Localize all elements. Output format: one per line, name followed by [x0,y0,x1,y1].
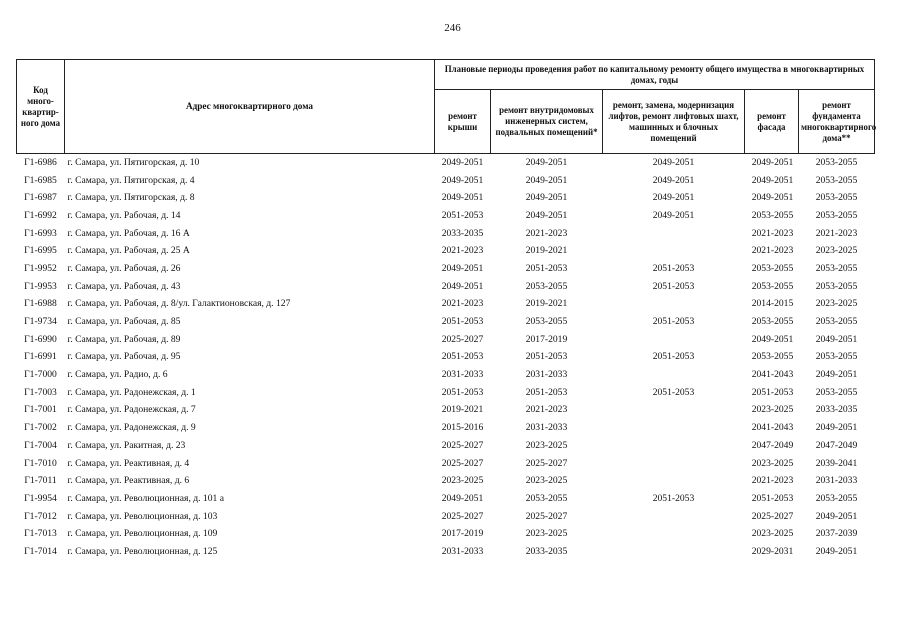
cell-address: г. Самара, ул. Рабочая, д. 8/ул. Галактионовская, д. 127 [67,298,291,310]
cell-code: Г1-6992 [24,209,57,221]
cell-address: г. Самара, ул. Рабочая, д. 85 [67,316,181,328]
cell-elevators: 2051-2053 [652,351,695,363]
cell-facade: 2051-2053 [751,492,794,504]
cell-engineering: 2049-2051 [525,209,568,221]
cell-engineering: 2051-2053 [525,351,568,363]
cell-elevators [603,472,745,490]
cell-engineering: 2049-2051 [525,192,568,204]
cell-facade: 2023-2025 [751,404,794,416]
table-row [17,207,875,225]
table-row [17,402,875,420]
cell-address: г. Самара, ул. Революционная, д. 109 [67,528,218,540]
table-row [17,525,875,543]
cell-facade: 2041-2043 [751,422,794,434]
cell-elevators [603,437,745,455]
cell-address: г. Самара, ул. Рабочая, д. 43 [67,280,181,292]
cell-facade: 2049-2051 [751,174,794,186]
cell-code: Г1-6985 [24,174,57,186]
column-header-address: Адрес многоквартирного дома [65,60,435,154]
cell-roof: 2051-2053 [441,351,484,363]
cell-facade: 2053-2055 [751,209,794,221]
cell-elevators: 2049-2051 [652,156,695,168]
cell-foundation: 2053-2055 [815,209,858,221]
cell-engineering: 2025-2027 [525,510,568,522]
cell-code: Г1-6993 [24,227,57,239]
cell-code: Г1-6988 [24,298,57,310]
table-row [17,472,875,490]
cell-code: Г1-9734 [24,316,57,328]
cell-foundation: 2053-2055 [815,262,858,274]
cell-address: г. Самара, ул. Рабочая, д. 89 [67,333,181,345]
cell-elevators: 2049-2051 [652,174,695,186]
cell-engineering: 2031-2033 [525,369,568,381]
table-row [17,437,875,455]
cell-elevators [603,543,745,561]
cell-foundation: 2049-2051 [815,510,858,522]
cell-facade: 2021-2023 [751,245,794,257]
cell-address: г. Самара, ул. Революционная, д. 125 [67,545,218,557]
cell-foundation: 2033-2035 [815,404,858,416]
cell-elevators: 2051-2053 [652,316,695,328]
cell-engineering: 2023-2025 [525,528,568,540]
capital-repair-schedule-table [16,59,875,561]
cell-roof: 2049-2051 [441,280,484,292]
cell-address: г. Самара, ул. Реактивная, д. 6 [67,475,190,487]
cell-elevators [603,296,745,314]
cell-facade: 2053-2055 [751,316,794,328]
cell-code: Г1-7013 [24,528,57,540]
cell-roof: 2025-2027 [441,457,484,469]
cell-code: Г1-7003 [24,386,57,398]
cell-engineering: 2051-2053 [525,386,568,398]
cell-foundation: 2023-2025 [815,298,858,310]
table-row [17,366,875,384]
cell-address: г. Самара, ул. Радонежская, д. 7 [67,404,196,416]
cell-code: Г1-7001 [24,404,57,416]
cell-address: г. Самара, ул. Рабочая, д. 26 [67,262,181,274]
cell-facade: 2053-2055 [751,280,794,292]
cell-roof: 2051-2053 [441,209,484,221]
cell-code: Г1-6991 [24,351,57,363]
cell-roof: 2033-2035 [441,227,484,239]
cell-elevators [603,366,745,384]
table-row [17,225,875,243]
cell-engineering: 2023-2025 [525,475,568,487]
table-row [17,331,875,349]
table-row [17,419,875,437]
cell-roof: 2049-2051 [441,192,484,204]
cell-engineering: 2021-2023 [525,227,568,239]
column-header-engineering: ремонт внутридомовых инженерных систем, подвальных помещений* [491,90,603,154]
cell-engineering: 2053-2055 [525,316,568,328]
column-header-code: Код много-квартир-ного дома [17,60,65,154]
cell-address: г. Самара, ул. Рабочая, д. 25 А [67,245,190,257]
cell-code: Г1-6990 [24,333,57,345]
cell-code: Г1-7010 [24,457,57,469]
cell-facade: 2049-2051 [751,333,794,345]
cell-elevators: 2051-2053 [652,492,695,504]
cell-foundation: 2037-2039 [815,528,858,540]
table-row [17,508,875,526]
cell-elevators: 2051-2053 [652,262,695,274]
cell-engineering: 2053-2055 [525,280,568,292]
cell-elevators: 2051-2053 [652,386,695,398]
cell-foundation: 2053-2055 [815,351,858,363]
cell-engineering: 2021-2023 [525,404,568,416]
cell-code: Г1-7012 [24,510,57,522]
cell-facade: 2029-2031 [751,545,794,557]
cell-elevators [603,331,745,349]
cell-engineering: 2049-2051 [525,156,568,168]
cell-engineering: 2033-2035 [525,545,568,557]
cell-elevators [603,455,745,473]
table-row [17,455,875,473]
table-row [17,278,875,296]
cell-facade: 2023-2025 [751,528,794,540]
table-row [17,543,875,561]
cell-roof: 2017-2019 [441,528,484,540]
cell-elevators [603,225,745,243]
column-header-foundation: ремонт фундамента многоквартирного дома** [799,90,875,154]
cell-engineering: 2051-2053 [525,262,568,274]
cell-facade: 2051-2053 [751,386,794,398]
cell-address: г. Самара, ул. Радонежская, д. 9 [67,422,196,434]
cell-elevators [603,508,745,526]
table-row [17,384,875,402]
cell-foundation: 2053-2055 [815,192,858,204]
cell-roof: 2049-2051 [441,174,484,186]
cell-address: г. Самара, ул. Рабочая, д. 14 [67,209,181,221]
cell-facade: 2021-2023 [751,227,794,239]
cell-elevators [603,242,745,260]
cell-foundation: 2039-2041 [815,457,858,469]
cell-code: Г1-9953 [24,280,57,292]
cell-address: г. Самара, ул. Пятигорская, д. 4 [67,174,195,186]
cell-facade: 2053-2055 [751,262,794,274]
cell-roof: 2049-2051 [441,492,484,504]
cell-code: Г1-9954 [24,492,57,504]
table-row [17,242,875,260]
cell-address: г. Самара, ул. Радио, д. 6 [67,369,168,381]
cell-facade: 2047-2049 [751,439,794,451]
cell-engineering: 2019-2021 [525,245,568,257]
table-header [17,60,875,154]
table-row [17,154,875,172]
cell-roof: 2051-2053 [441,386,484,398]
cell-foundation: 2053-2055 [815,156,858,168]
cell-facade: 2025-2027 [751,510,794,522]
cell-code: Г1-7002 [24,422,57,434]
table-row [17,313,875,331]
cell-foundation: 2053-2055 [815,280,858,292]
cell-facade: 2021-2023 [751,475,794,487]
cell-elevators [603,402,745,420]
cell-address: г. Самара, ул. Пятигорская, д. 8 [67,192,195,204]
cell-engineering: 2025-2027 [525,457,568,469]
cell-foundation: 2053-2055 [815,174,858,186]
cell-roof: 2021-2023 [441,298,484,310]
cell-facade: 2023-2025 [751,457,794,469]
column-header-elevators: ремонт, замена, модернизация лифтов, ремонт лифтовых шахт, машинных и блочных помещений [603,90,745,154]
cell-address: г. Самара, ул. Рабочая, д. 95 [67,351,181,363]
cell-facade: 2049-2051 [751,156,794,168]
column-header-roof: ремонт крыши [435,90,491,154]
cell-elevators [603,525,745,543]
cell-roof: 2049-2051 [441,156,484,168]
cell-address: г. Самара, ул. Радонежская, д. 1 [67,386,196,398]
cell-roof: 2051-2053 [441,316,484,328]
table-row [17,296,875,314]
cell-facade: 2053-2055 [751,351,794,363]
cell-foundation: 2021-2023 [815,227,858,239]
column-header-facade: ремонт фасада [745,90,799,154]
cell-facade: 2041-2043 [751,369,794,381]
table-row [17,189,875,207]
cell-address: г. Самара, ул. Революционная, д. 101 а [67,492,224,504]
table-body [17,154,875,561]
cell-foundation: 2049-2051 [815,545,858,557]
cell-elevators [603,419,745,437]
cell-facade: 2014-2015 [751,298,794,310]
table-row [17,172,875,190]
cell-engineering: 2031-2033 [525,422,568,434]
cell-roof: 2019-2021 [441,404,484,416]
cell-address: г. Самара, ул. Рабочая, д. 16 А [67,227,190,239]
cell-roof: 2021-2023 [441,245,484,257]
cell-code: Г1-6986 [24,156,57,168]
cell-roof: 2015-2016 [441,422,484,434]
cell-foundation: 2049-2051 [815,333,858,345]
cell-roof: 2025-2027 [441,510,484,522]
table-row [17,349,875,367]
cell-engineering: 2023-2025 [525,439,568,451]
cell-foundation: 2049-2051 [815,422,858,434]
cell-code: Г1-6987 [24,192,57,204]
cell-facade: 2049-2051 [751,192,794,204]
cell-code: Г1-9952 [24,262,57,274]
cell-roof: 2049-2051 [441,262,484,274]
cell-foundation: 2049-2051 [815,369,858,381]
cell-foundation: 2053-2055 [815,316,858,328]
cell-elevators: 2049-2051 [652,192,695,204]
cell-foundation: 2053-2055 [815,492,858,504]
cell-roof: 2031-2033 [441,545,484,557]
cell-engineering: 2019-2021 [525,298,568,310]
cell-code: Г1-7000 [24,369,57,381]
cell-code: Г1-7011 [24,475,57,487]
cell-address: г. Самара, ул. Пятигорская, д. 10 [67,156,200,168]
cell-engineering: 2053-2055 [525,492,568,504]
cell-engineering: 2017-2019 [525,333,568,345]
cell-foundation: 2031-2033 [815,475,858,487]
cell-address: г. Самара, ул. Революционная, д. 103 [67,510,218,522]
cell-code: Г1-7014 [24,545,57,557]
cell-foundation: 2047-2049 [815,439,858,451]
cell-engineering: 2049-2051 [525,174,568,186]
cell-code: Г1-7004 [24,439,57,451]
cell-elevators: 2049-2051 [652,209,695,221]
table-row [17,490,875,508]
page-number: 246 [444,22,461,34]
cell-roof: 2025-2027 [441,439,484,451]
cell-address: г. Самара, ул. Реактивная, д. 4 [67,457,190,469]
cell-address: г. Самара, ул. Ракитная, д. 23 [67,439,186,451]
column-header-periods-group: Плановые периоды проведения работ по капитальному ремонту общего имущества в многоквартирных домах, годы [435,60,875,90]
cell-roof: 2025-2027 [441,333,484,345]
table-row [17,260,875,278]
cell-code: Г1-6995 [24,245,57,257]
cell-foundation: 2053-2055 [815,386,858,398]
table-header-row-group [17,60,875,90]
cell-roof: 2023-2025 [441,475,484,487]
cell-roof: 2031-2033 [441,369,484,381]
cell-foundation: 2023-2025 [815,245,858,257]
cell-elevators: 2051-2053 [652,280,695,292]
